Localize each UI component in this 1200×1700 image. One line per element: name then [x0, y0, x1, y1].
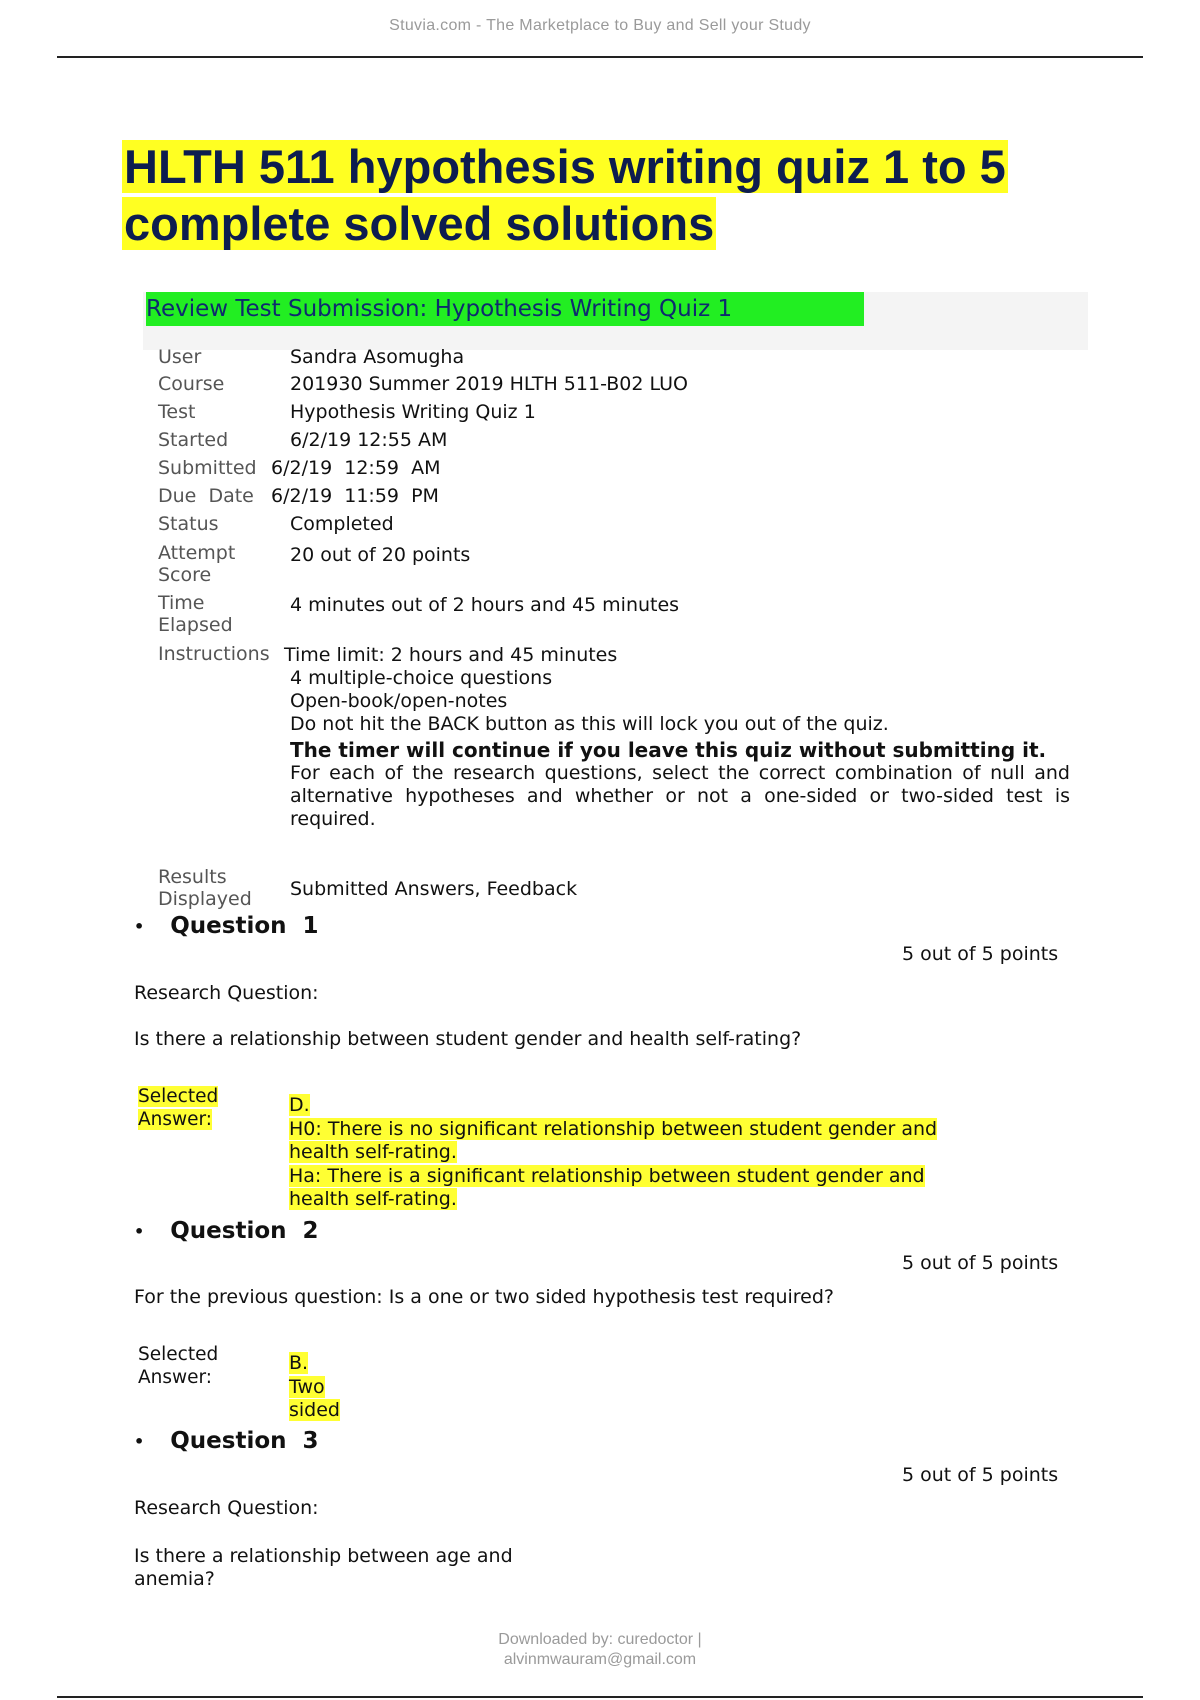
question-3-title: Question 3 [170, 1428, 319, 1454]
instructions-paragraph: For each of the research questions, select the correct combination of null and alternative hypotheses and whether or not a one-sided or two-sided test is required. [290, 762, 1070, 830]
page-footer [0, 1630, 1200, 1670]
user-value: Sandra Asomugha [290, 346, 465, 368]
course-value: 201930 Summer 2019 HLTH 511-B02 LUO [290, 373, 689, 395]
attempt-label-line2: Score [158, 564, 212, 586]
due-date-value: 6/2/19 11:59 PM [271, 485, 439, 507]
selected-label-line1: Selected [138, 1344, 219, 1365]
question-3-text-line1: Is there a relationship between age and [134, 1545, 513, 1567]
answer-line: D. [289, 1094, 310, 1116]
question-1-answer [289, 1094, 937, 1212]
results-label-line2: Displayed [158, 888, 252, 910]
instructions-time-limit: Time limit: 2 hours and 45 minutes [284, 644, 618, 666]
answer-line: Ha: There is a significant relationship between student gender and [289, 1164, 925, 1187]
answer-line: H0: There is no significant relationship between student gender and [289, 1117, 938, 1140]
attempt-score-value: 20 out of 20 points [290, 544, 471, 566]
footer-divider [57, 1696, 1143, 1698]
question-3-points: 5 out of 5 points [902, 1464, 1059, 1486]
results-displayed-label [158, 866, 252, 910]
submitted-value: 6/2/19 12:59 AM [271, 457, 441, 479]
status-label: Status [158, 513, 219, 535]
answer-line: sided [289, 1399, 340, 1421]
test-label: Test [158, 401, 196, 423]
question-2-points: 5 out of 5 points [902, 1252, 1059, 1274]
document-title [122, 138, 1082, 252]
elapsed-label-line1: Time [158, 592, 205, 614]
question-3-text-line2: anemia? [134, 1568, 215, 1590]
elapsed-label-line2: Elapsed [158, 614, 233, 636]
question-1-title: Question 1 [170, 913, 319, 939]
instructions-label: Instructions [158, 643, 270, 665]
instructions-timer-warning: The timer will continue if you leave this quiz without submitting it. [290, 738, 1047, 762]
question-3-heading [134, 1428, 319, 1454]
review-submission-title: Review Test Submission: Hypothesis Writing Quiz 1 [146, 292, 864, 326]
status-value: Completed [290, 513, 394, 535]
selected-label-line1: Selected [138, 1086, 219, 1107]
answer-line: B. [289, 1352, 309, 1374]
results-label-line1: Results [158, 866, 227, 888]
answer-line: health self-rating. [289, 1188, 457, 1210]
course-label: Course [158, 373, 225, 395]
started-value: 6/2/19 12:55 AM [290, 429, 448, 451]
user-label: User [158, 346, 202, 368]
question-2-title: Question 2 [170, 1218, 319, 1244]
question-2-selected-label [138, 1343, 218, 1389]
bullet-icon: • [134, 1432, 145, 1451]
question-1-heading [134, 913, 319, 939]
selected-label-line2: Answer: [138, 1109, 213, 1130]
page-header: Stuvia.com - The Marketplace to Buy and Sell your Study [389, 17, 811, 34]
header-divider [57, 56, 1143, 58]
question-1-points: 5 out of 5 points [902, 943, 1059, 965]
bullet-icon: • [134, 917, 145, 936]
started-label: Started [158, 429, 229, 451]
answer-line: health self-rating. [289, 1141, 457, 1163]
instructions-open-book: Open-book/open-notes [290, 690, 508, 712]
answer-line: Two [289, 1375, 325, 1398]
bullet-icon: • [134, 1222, 145, 1241]
attempt-label-line1: Attempt [158, 542, 236, 564]
results-displayed-value: Submitted Answers, Feedback [290, 878, 578, 900]
attempt-score-label [158, 542, 235, 586]
question-1-text: Is there a relationship between student gender and health self-rating? [134, 1028, 802, 1050]
selected-label-line2: Answer: [138, 1367, 213, 1388]
instructions-body [290, 667, 1090, 831]
question-3-text [134, 1545, 513, 1591]
footer-line1: Downloaded by: curedoctor | [498, 1631, 702, 1648]
question-2-heading [134, 1218, 319, 1244]
due-date-label: Due Date [158, 485, 254, 507]
title-line-2: complete solved solutions [124, 197, 715, 250]
question-2-text: For the previous question: Is a one or two sided hypothesis test required? [134, 1286, 835, 1308]
time-elapsed-value: 4 minutes out of 2 hours and 45 minutes [290, 594, 680, 616]
test-value: Hypothesis Writing Quiz 1 [290, 401, 536, 423]
instructions-back-warning: Do not hit the BACK button as this will lock you out of the quiz. [290, 713, 889, 735]
submitted-label: Submitted [158, 457, 257, 479]
question-1-research-label: Research Question: [134, 982, 319, 1004]
question-3-research-label: Research Question: [134, 1497, 319, 1519]
time-elapsed-label [158, 592, 233, 636]
instructions-block [284, 644, 1084, 667]
title-line-1: HLTH 511 hypothesis writing quiz 1 to 5 [124, 140, 1006, 193]
question-1-selected-label [138, 1085, 218, 1131]
footer-line2: alvinmwauram@gmail.com [503, 1651, 697, 1668]
instructions-question-count: 4 multiple-choice questions [290, 667, 553, 689]
question-2-answer [289, 1352, 340, 1423]
